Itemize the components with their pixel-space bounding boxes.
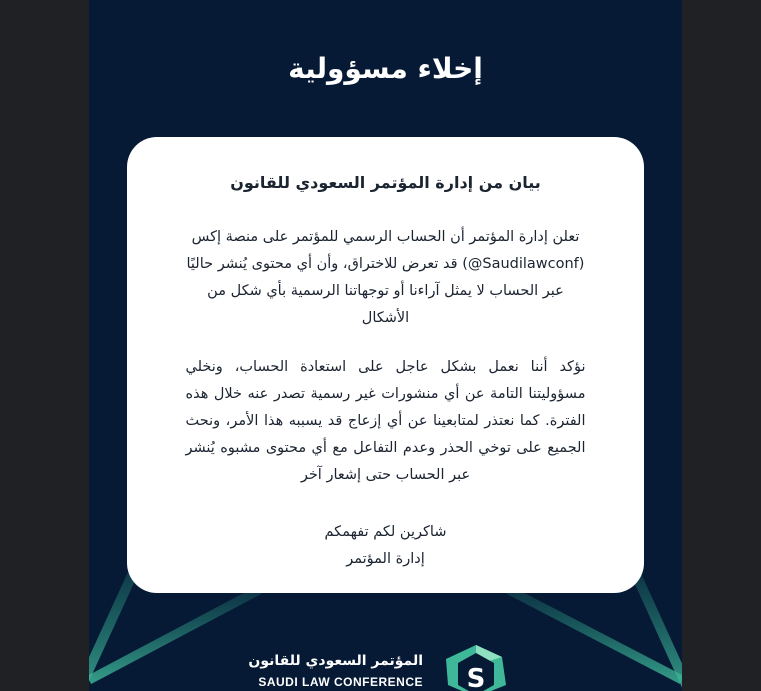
closing-thanks: شاكرين لكم تفهمكم (324, 524, 447, 540)
conference-logo (248, 645, 519, 691)
statement-card (127, 137, 644, 593)
statement-heading: بيان من إدارة المؤتمر السعودي للقانون (230, 173, 541, 192)
page-title: إخلاء مسؤولية (288, 52, 483, 85)
closing-signature: إدارة المؤتمر (346, 551, 425, 567)
disclaimer-poster (89, 0, 682, 691)
logo-arabic-text: المؤتمر السعودي للقانون (248, 653, 423, 669)
hexagon-s-logo-icon (444, 645, 508, 691)
logo-english-text: SAUDI LAW CONFERENCE (258, 675, 423, 689)
decor-line (509, 590, 682, 680)
statement-paragraph-1: تعلن إدارة المؤتمر أن الحساب الرسمي للمؤتمر على منصة إكس (Saudilawconf@) قد تعرض للاختراق، وأن أي محتوى يُنشر حاليًا عبر الحساب لا يمثل آراءنا أو توجهاتنا الرسمية بأي شكل من الأشكال (186, 229, 585, 326)
svg-text:S: S (466, 664, 486, 691)
statement-paragraph-2: نؤكد أننا نعمل بشكل عاجل على استعادة الحساب، ونخلي مسؤوليتنا التامة عن أي منشورات غير رسمية تصدر عنه خلال هذه الفترة. كما نعتذر لمتابعينا عن أي إزعاج قد يسببه هذا الأمر، ونحث الجميع على توخي الحذر وعدم التفاعل مع أي محتوى مشبوه يُنشر عبر الحساب حتى إشعار آخر (185, 359, 586, 483)
